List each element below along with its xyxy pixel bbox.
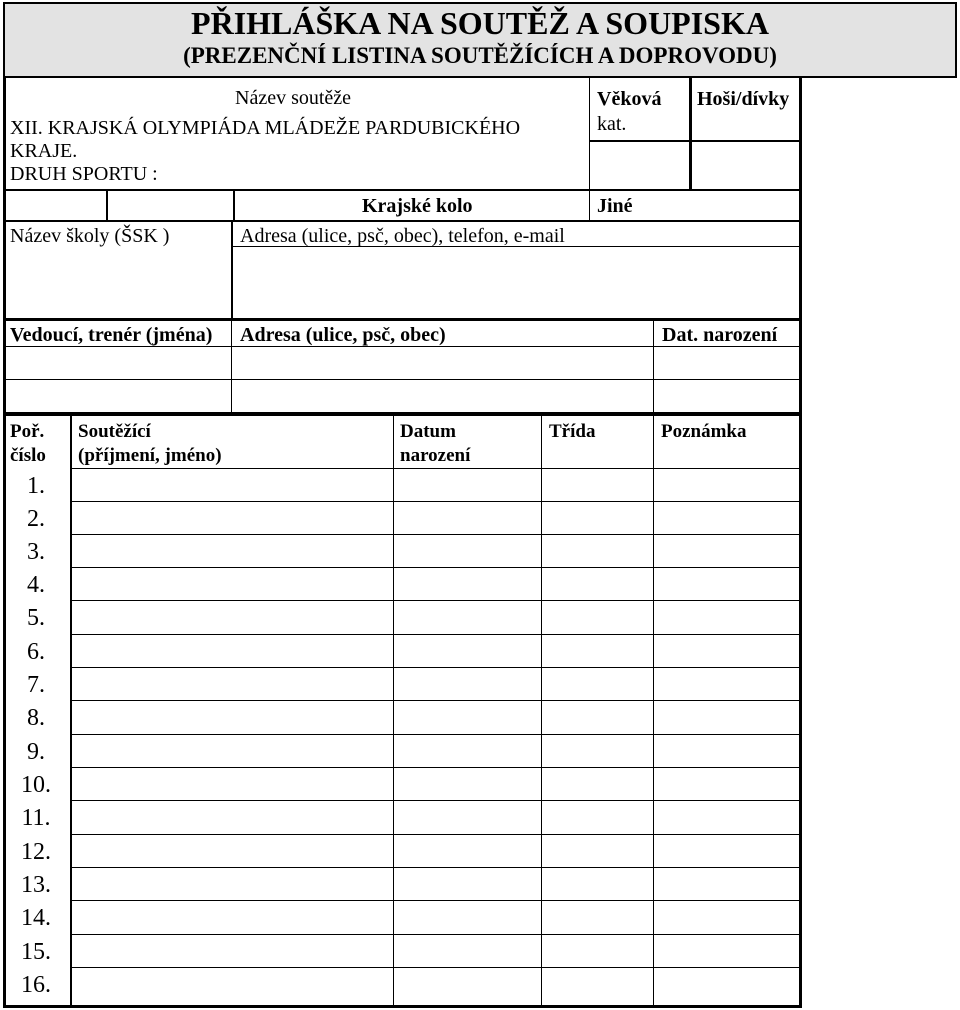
school-name-label: Název školy (ŠSK ): [10, 225, 170, 247]
col-note-label: Poznámka: [661, 421, 747, 442]
roster-row-number: 9.: [27, 739, 45, 765]
roster-row-number: 2.: [27, 506, 45, 532]
school-address-label: Adresa (ulice, psč, obec), telefon, e-mail: [240, 225, 565, 247]
leader-birth-label: Dat. narození: [662, 324, 778, 346]
age-category-label-2: kat.: [597, 113, 627, 135]
roster-row-number: 3.: [27, 539, 45, 565]
roster-row-number: 14.: [21, 905, 51, 931]
col-birth-label-2: narození: [400, 445, 471, 466]
col-number-label-2: číslo: [10, 445, 46, 466]
col-number-label: Poř.: [10, 421, 45, 442]
roster-row-number: 5.: [27, 605, 45, 631]
round-label: Krajské kolo: [362, 195, 473, 217]
gender-label: Hoši/dívky: [697, 88, 790, 110]
roster-row-number: 1.: [27, 473, 45, 499]
form-title: PŘIHLÁŠKA NA SOUTĚŽ A SOUPISKA: [191, 5, 769, 41]
competition-name-line2: KRAJE.: [10, 140, 78, 162]
sport-label: DRUH SPORTU :: [10, 163, 158, 185]
col-name-label-2: (příjmení, jméno): [78, 445, 222, 466]
col-class-label: Třída: [549, 421, 596, 442]
roster-row-number: 7.: [27, 672, 45, 698]
roster-row-number: 11.: [21, 805, 51, 831]
roster-row-number: 6.: [27, 639, 45, 665]
roster-row-number: 4.: [27, 572, 45, 598]
competition-name-line1: XII. KRAJSKÁ OLYMPIÁDA MLÁDEŽE PARDUBICKÉHO: [10, 117, 521, 139]
roster-row-number: 12.: [21, 839, 51, 865]
roster-row-number: 13.: [21, 872, 51, 898]
leader-name-label: Vedoucí, trenér (jména): [10, 324, 213, 346]
col-birth-label: Datum: [400, 421, 456, 442]
age-category-label: Věková: [597, 88, 662, 110]
competition-name-label: Název soutěže: [235, 87, 352, 109]
roster-row-number: 15.: [21, 939, 51, 965]
col-name-label: Soutěžící: [78, 421, 151, 442]
form-subtitle: (PREZENČNÍ LISTINA SOUTĚŽÍCÍCH A DOPROVODU): [183, 43, 777, 68]
roster-row-number: 16.: [21, 972, 51, 998]
leader-address-label: Adresa (ulice, psč, obec): [240, 324, 446, 346]
roster-row-number: 8.: [27, 705, 45, 731]
other-label: Jiné: [597, 195, 633, 217]
roster-row-number: 10.: [21, 772, 51, 798]
